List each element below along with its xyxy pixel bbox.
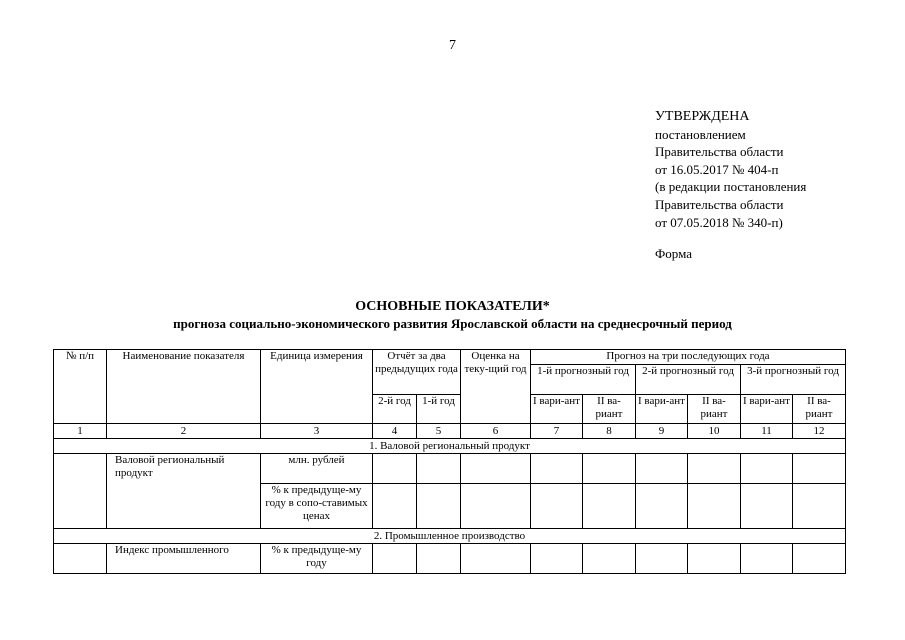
header-report-year-1: 1-й год xyxy=(417,395,461,424)
value-cell xyxy=(417,484,461,529)
column-number: 3 xyxy=(261,424,373,439)
value-cell xyxy=(636,484,688,529)
value-cell xyxy=(741,454,793,484)
column-number: 7 xyxy=(531,424,583,439)
header-name: Наименование показателя xyxy=(107,350,261,424)
value-cell xyxy=(373,484,417,529)
header-variant-1: I вари-ант xyxy=(531,395,583,424)
header-forecast-year-3: 3-й прогнозный год xyxy=(741,365,846,395)
value-cell xyxy=(461,544,531,574)
value-cell xyxy=(373,544,417,574)
value-cell xyxy=(583,484,636,529)
unit-cell: % к предыдуще-му году xyxy=(261,544,373,574)
value-cell xyxy=(417,544,461,574)
approval-line: от 07.05.2018 № 340-п) xyxy=(655,214,783,230)
header-row xyxy=(54,350,846,365)
value-cell xyxy=(417,454,461,484)
section-title: 1. Валовой региональный продукт xyxy=(54,439,846,454)
form-label: Форма xyxy=(655,246,692,261)
section-row xyxy=(54,529,846,544)
column-number: 6 xyxy=(461,424,531,439)
header-unit: Единица измерения xyxy=(261,350,373,424)
approval-stamp xyxy=(655,108,806,231)
indicator-name: Индекс промышленного xyxy=(107,544,261,574)
header-forecast-year-1: 1-й прогнозный год xyxy=(531,365,636,395)
header-variant-1: I вари-ант xyxy=(636,395,688,424)
table-row xyxy=(54,454,846,484)
value-cell xyxy=(636,544,688,574)
value-cell xyxy=(741,484,793,529)
header-variant-2: II ва-риант xyxy=(688,395,741,424)
column-numbers-row xyxy=(54,424,846,439)
approval-line: постановлением xyxy=(655,126,746,142)
value-cell xyxy=(688,484,741,529)
column-number: 11 xyxy=(741,424,793,439)
value-cell xyxy=(793,484,846,529)
approval-heading: УТВЕРЖДЕНА xyxy=(655,109,750,124)
indicators-table xyxy=(53,349,846,574)
column-number: 2 xyxy=(107,424,261,439)
value-cell xyxy=(688,454,741,484)
value-cell xyxy=(688,544,741,574)
header-forecast-year-2: 2-й прогнозный год xyxy=(636,365,741,395)
header-forecast: Прогноз на три последующих года xyxy=(531,350,846,365)
approval-line: (в редакции постановления xyxy=(655,179,807,195)
approval-line: от 16.05.2017 № 404-п xyxy=(655,161,779,177)
value-cell xyxy=(531,544,583,574)
value-cell xyxy=(793,544,846,574)
unit-cell: % к предыдуще-му году в сопо-ставимых ценах xyxy=(261,484,373,529)
header-estimate: Оценка на теку-щий год xyxy=(461,350,531,424)
column-number: 12 xyxy=(793,424,846,439)
header-variant-2: II ва-риант xyxy=(793,395,846,424)
document-subtitle: прогноза социально-экономического развития Ярославской области на среднесрочный период xyxy=(173,316,732,331)
column-number: 4 xyxy=(373,424,417,439)
value-cell xyxy=(583,544,636,574)
value-cell xyxy=(531,454,583,484)
value-cell xyxy=(793,454,846,484)
header-variant-1: I вари-ант xyxy=(741,395,793,424)
approval-line: Правительства области xyxy=(655,144,784,160)
section-title: 2. Промышленное производство xyxy=(54,529,846,544)
value-cell xyxy=(583,454,636,484)
column-number: 9 xyxy=(636,424,688,439)
approval-line: Правительства области xyxy=(655,196,784,212)
row-num-cell xyxy=(54,544,107,574)
column-number: 8 xyxy=(583,424,636,439)
header-report-year-2: 2-й год xyxy=(373,395,417,424)
column-number: 1 xyxy=(54,424,107,439)
value-cell xyxy=(373,454,417,484)
header-variant-2: II ва-риант xyxy=(583,395,636,424)
header-report: Отчёт за два предыдущих года xyxy=(373,350,461,395)
table-row xyxy=(54,544,846,574)
value-cell xyxy=(461,484,531,529)
column-number: 10 xyxy=(688,424,741,439)
value-cell xyxy=(636,454,688,484)
document-title: ОСНОВНЫЕ ПОКАЗАТЕЛИ* xyxy=(355,299,550,314)
row-num-cell xyxy=(54,454,107,529)
indicator-name: Валовой региональный продукт xyxy=(107,454,261,529)
value-cell xyxy=(461,454,531,484)
value-cell xyxy=(531,484,583,529)
column-number: 5 xyxy=(417,424,461,439)
header-num: № п/п xyxy=(54,350,107,424)
value-cell xyxy=(741,544,793,574)
section-row xyxy=(54,439,846,454)
page-number: 7 xyxy=(449,38,456,53)
unit-cell: млн. рублей xyxy=(261,454,373,484)
